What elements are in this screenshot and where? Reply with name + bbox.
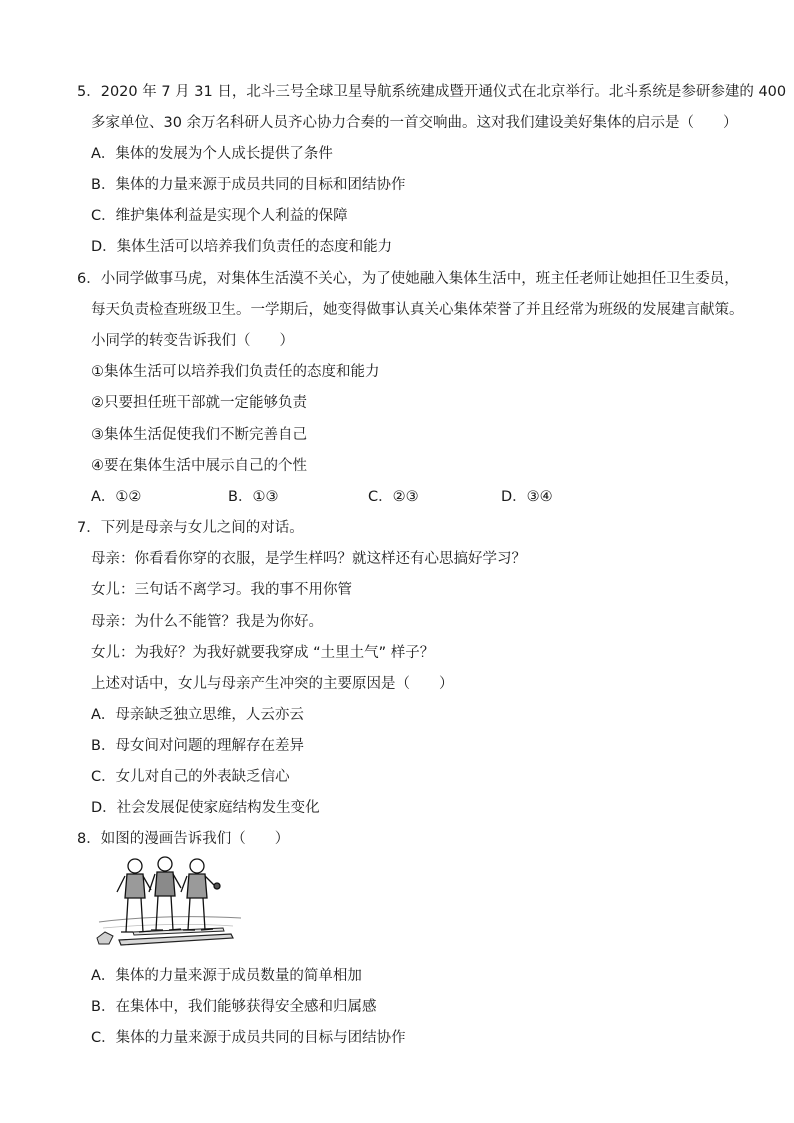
q5-option-a: A．集体的发展为个人成长提供了条件: [91, 146, 333, 162]
q5-option-b: B．集体的力量来源于成员共同的目标和团结协作: [91, 177, 406, 193]
q5-option-c: C．维护集体利益是实现个人利益的保障: [91, 208, 348, 224]
q7-dialogue-2: 女儿：三句话不离学习。我的事不用你管: [91, 582, 352, 598]
q6-statement-2: ②只要担任班干部就一定能够负责: [91, 395, 307, 411]
q6-stem-line-3: 小同学的转变告诉我们（ ）: [91, 333, 294, 349]
q6-stem-line-1: 6．小同学做事马虎，对集体生活漠不关心，为了使她融入集体生活中，班主任老师让她担任卫生委员，: [77, 271, 739, 287]
q7-dialogue-1: 母亲：你看看你穿的衣服，是学生样吗？就这样还有心思搞好学习？: [91, 551, 526, 567]
q8-option-a: A．集体的力量来源于成员数量的简单相加: [91, 968, 362, 984]
q8-option-b: B．在集体中，我们能够获得安全感和归属感: [91, 999, 377, 1015]
q6-option-a: A．①②: [91, 489, 142, 505]
q7-option-d: D．社会发展促使家庭结构发生变化: [91, 800, 320, 816]
q7-dialogue-3: 母亲：为什么不能管？我是为你好。: [91, 614, 323, 630]
q7-dialogue-4: 女儿：为我好？为我好就要我穿成 “土里土气” 样子？: [91, 645, 435, 661]
q7-question-line: 上述对话中，女儿与母亲产生冲突的主要原因是（ ）: [91, 676, 454, 692]
q7-option-b: B．母女间对问题的理解存在差异: [91, 738, 304, 754]
q6-stem-line-2: 每天负责检查班级卫生。一学期后，她变得做事认真关心集体荣誉了并且经常为班级的发展建言献策。: [91, 302, 744, 318]
q6-statement-4: ④要在集体生活中展示自己的个性: [91, 458, 307, 474]
q7-option-c: C．女儿对自己的外表缺乏信心: [91, 769, 290, 785]
q6-statement-1: ①集体生活可以培养我们负责任的态度和能力: [91, 364, 380, 380]
q5-stem-line-2: 多家单位、30 余万名科研人员齐心协力合奏的一首交响曲。这对我们建设美好集体的启示是（ ）: [91, 115, 738, 131]
q6-option-c: C．②③: [368, 489, 419, 505]
comic-illustration: [93, 852, 243, 952]
q5-stem-line-1: 5．2020 年 7 月 31 日，北斗三号全球卫星导航系统建成暨开通仪式在北京举行。北斗系统是参研参建的 400: [77, 84, 787, 100]
q6-option-d: D．③④: [501, 489, 553, 505]
q7-stem-line-1: 7．下列是母亲与女儿之间的对话。: [77, 520, 304, 536]
q5-option-d: D．集体生活可以培养我们负责任的态度和能力: [91, 239, 393, 255]
q8-stem-line-1: 8．如图的漫画告诉我们（ ）: [77, 831, 290, 847]
q8-option-c: C．集体的力量来源于成员共同的目标与团结协作: [91, 1030, 406, 1046]
q6-option-b: B．①③: [228, 489, 279, 505]
q7-option-a: A．母亲缺乏独立思维，人云亦云: [91, 707, 304, 723]
q6-statement-3: ③集体生活促使我们不断完善自己: [91, 427, 307, 443]
